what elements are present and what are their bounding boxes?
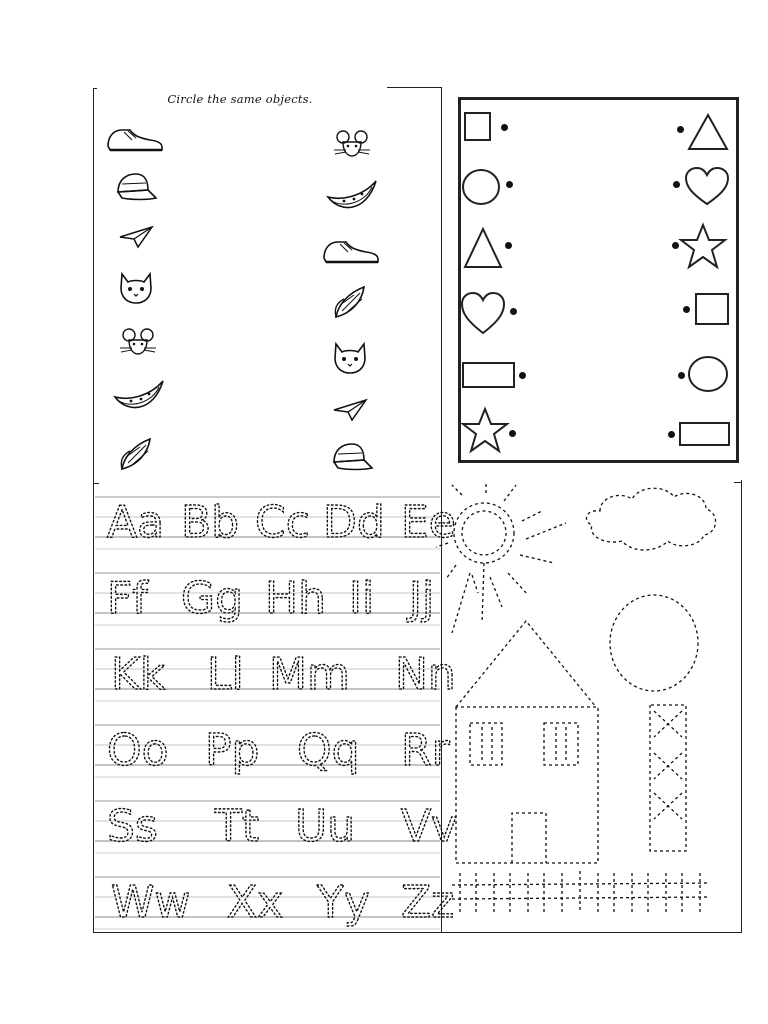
tracing-letter-pair: Xx — [227, 877, 284, 928]
tracing-letter-pair: Bb — [181, 497, 240, 548]
cap-icon — [328, 440, 374, 474]
shoe-icon — [320, 234, 382, 266]
triangle-shape — [686, 112, 730, 152]
tracing-letter-pair: Yy — [317, 877, 370, 928]
tracing-letter-pair: Ii — [349, 573, 375, 624]
tracing-letter-pair: Kk — [111, 649, 166, 700]
star-shape — [678, 222, 728, 270]
frame-left-edge — [93, 88, 94, 933]
mouse-icon — [118, 326, 158, 358]
watermelon-icon — [326, 177, 378, 215]
tracing-letter-pair: Ff — [107, 573, 148, 624]
frame-middle-left-tick — [93, 483, 99, 484]
tracing-letter-pair: Ll — [207, 649, 244, 700]
fence-icon — [452, 871, 710, 913]
match-dot — [505, 242, 512, 249]
tracing-picture — [442, 483, 742, 933]
cat-icon — [330, 340, 370, 376]
match-dot — [506, 181, 513, 188]
star-shape — [461, 406, 509, 454]
heart-shape — [460, 290, 506, 336]
tracing-letter-pair: Gg — [181, 573, 244, 624]
tracing-letter-pair: Hh — [265, 573, 326, 624]
mouse-icon — [332, 128, 372, 160]
match-dot — [509, 430, 516, 437]
matching-instruction: Circle the same objects. — [167, 92, 313, 106]
match-dot — [519, 372, 526, 379]
tracing-letter-pair: Rr — [401, 725, 450, 776]
match-dot — [510, 308, 517, 315]
corn-icon — [116, 435, 156, 473]
cap-icon — [112, 170, 158, 204]
tracing-letter-pair: Dd — [323, 497, 385, 548]
rectangle-shape — [679, 422, 730, 446]
paper-plane-icon — [118, 225, 154, 249]
match-dot — [673, 181, 680, 188]
tracing-letter-pair: Vv — [401, 801, 458, 852]
circle-shape — [686, 354, 730, 394]
tree-icon — [610, 595, 698, 851]
paper-plane-icon — [332, 398, 368, 422]
tracing-letter-pair: Ww — [111, 877, 191, 928]
rectangle-shape — [462, 362, 515, 388]
corn-icon — [330, 283, 370, 321]
alphabet-tracing — [95, 485, 458, 933]
cat-icon — [116, 270, 156, 306]
tracing-letter-pair: Pp — [205, 725, 260, 776]
match-dot — [668, 431, 675, 438]
alphabet-tracing-lines — [95, 485, 458, 933]
shoe-icon — [104, 122, 166, 154]
tracing-letter-pair: Ss — [107, 801, 158, 852]
tracing-letter-pair: Oo — [107, 725, 169, 776]
watermelon-icon — [113, 377, 165, 415]
tracing-letter-pair: Uu — [295, 801, 356, 852]
tracing-letter-pair: Aa — [107, 497, 165, 548]
tracing-letter-pair: Ee — [401, 497, 456, 548]
circle-shape — [461, 167, 503, 207]
tracing-letter-pair: Qq — [297, 725, 360, 776]
tracing-letter-pair: Zz — [401, 877, 455, 928]
match-dot — [501, 124, 508, 131]
tracing-letter-pair: Mm — [269, 649, 350, 700]
heart-shape — [683, 165, 731, 207]
cloud-icon — [586, 488, 715, 550]
house-icon — [456, 621, 598, 863]
sun-icon — [436, 483, 566, 633]
match-dot — [677, 126, 684, 133]
frame-top-line-right — [387, 87, 442, 88]
match-dot — [683, 306, 690, 313]
tracing-letter-pair: Tt — [215, 801, 260, 852]
square-shape — [464, 112, 491, 141]
tracing-letter-pair: Jj — [409, 573, 435, 624]
square-shape — [695, 293, 729, 325]
match-dot — [678, 372, 685, 379]
tracing-letter-pair: Nn — [395, 649, 456, 700]
tracing-letter-pair: Cc — [255, 497, 310, 548]
triangle-shape — [462, 226, 504, 270]
